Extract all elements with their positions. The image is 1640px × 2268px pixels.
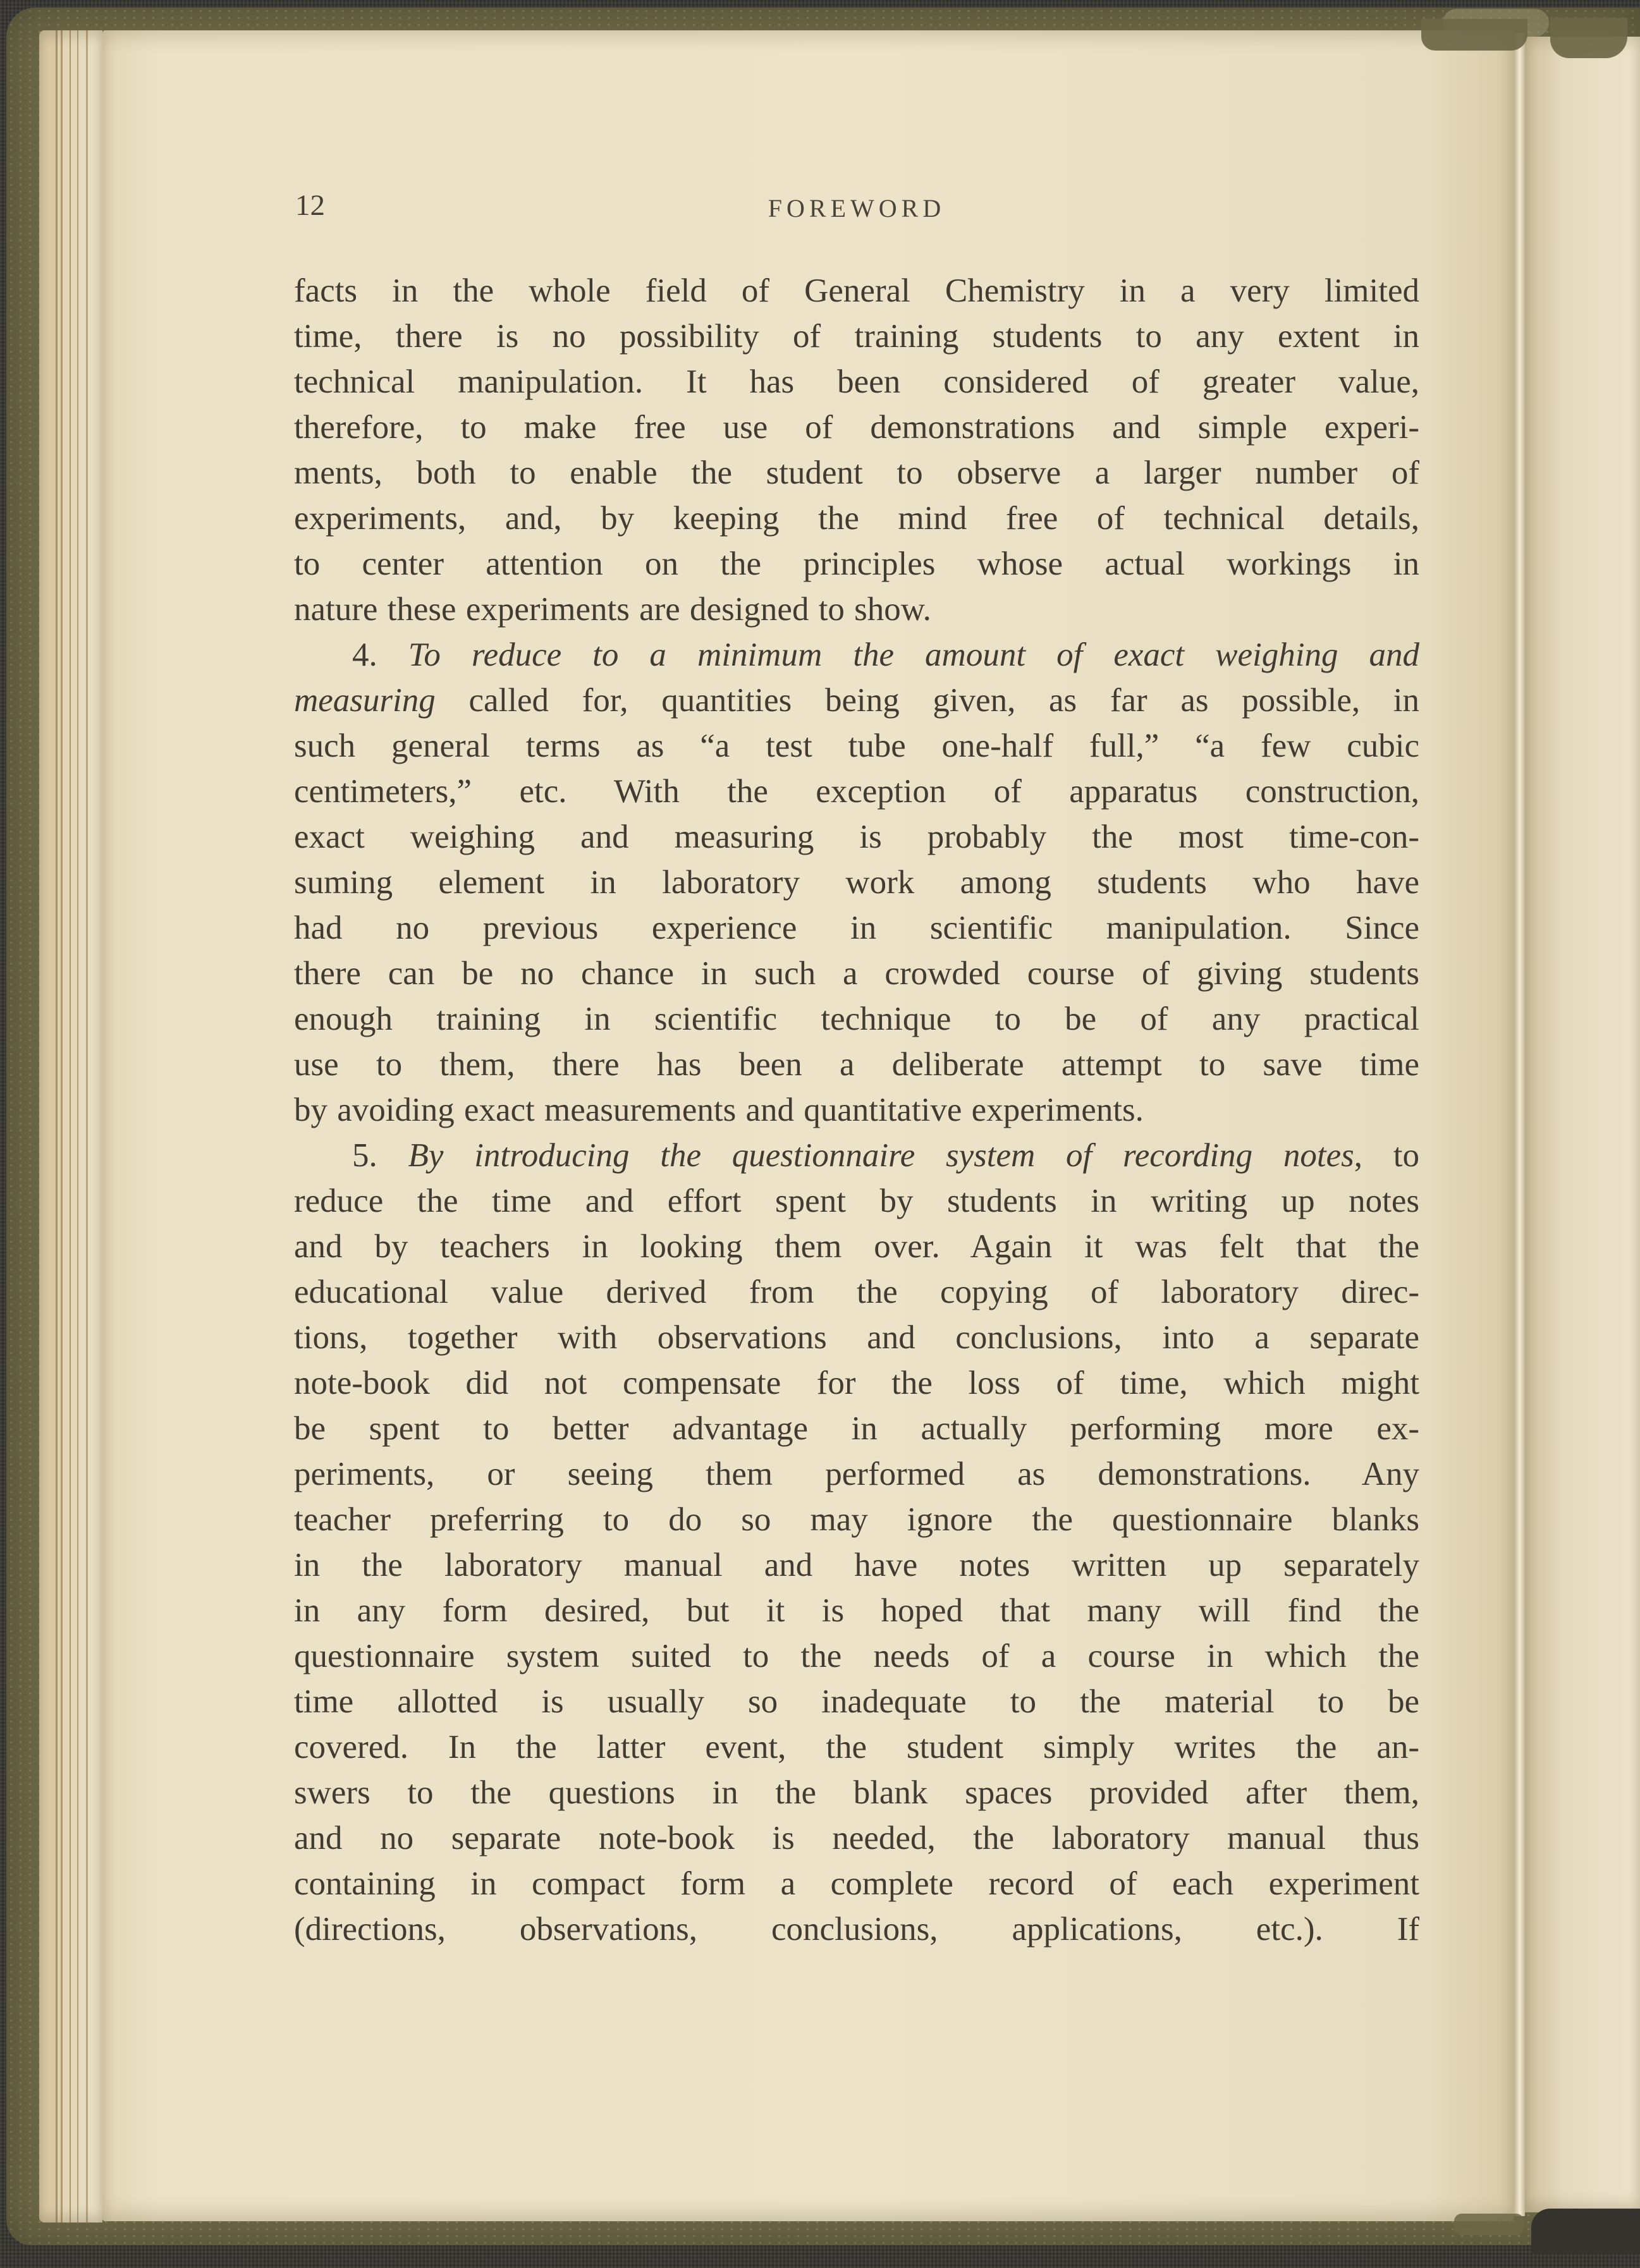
body-text xyxy=(294,268,1419,1952)
text-segment: 5. xyxy=(352,1137,408,1174)
text-segment: and by teachers in looking them over. Again it was felt that the xyxy=(294,1228,1419,1265)
cover-fray-fragment xyxy=(1421,19,1527,51)
text-segment: therefore, to make free use of demonstrations and simple experi- xyxy=(294,409,1419,446)
text-line xyxy=(294,1497,1419,1542)
text-line xyxy=(294,359,1419,405)
text-line xyxy=(294,1906,1419,1952)
text-segment: swers to the questions in the blank spaces provided after them, xyxy=(294,1774,1419,1811)
text-segment: educational value derived from the copying of laboratory direc- xyxy=(294,1274,1419,1310)
page-number: 12 xyxy=(295,189,325,222)
cover-fray-fragment xyxy=(1454,2214,1524,2235)
text-segment: by avoiding exact measurements and quantitative experiments. xyxy=(294,1092,1144,1128)
text-segment: use to them, there has been a deliberate attempt to save time xyxy=(294,1046,1419,1083)
text-segment: , to xyxy=(1354,1137,1419,1174)
text-line xyxy=(294,1815,1419,1861)
text-line xyxy=(294,632,1419,678)
text-segment: such general terms as “a test tube one-half full,” “a few cubic xyxy=(294,728,1419,764)
text-segment: covered. In the latter event, the student simply writes the an- xyxy=(294,1729,1419,1765)
text-segment: time allotted is usually so inadequate to the material to be xyxy=(294,1683,1419,1720)
text-line xyxy=(294,996,1419,1042)
text-segment: in any form desired, but it is hoped that many will find the xyxy=(294,1592,1419,1629)
text-line xyxy=(294,541,1419,587)
text-segment: (directions, observations, conclusions, applications, etc.). If xyxy=(294,1911,1419,1948)
text-segment: teacher preferring to do so may ignore the questionnaire blanks xyxy=(294,1501,1419,1538)
text-line xyxy=(294,1633,1419,1679)
text-segment: there can be no chance in such a crowded course of giving students xyxy=(294,955,1419,992)
text-line xyxy=(294,1451,1419,1497)
text-line xyxy=(294,905,1419,951)
text-line xyxy=(294,1087,1419,1133)
running-header: FOREWORD xyxy=(768,194,946,223)
italic-text: To reduce to a minimum the amount of exact weighing and xyxy=(408,637,1420,673)
text-segment: questionnaire system suited to the needs of a course in which the xyxy=(294,1638,1419,1674)
text-line xyxy=(294,1042,1419,1087)
text-segment: time, there is no possibility of training students to any extent in xyxy=(294,318,1419,355)
text-segment: be spent to better advantage in actually performing more ex- xyxy=(294,1410,1419,1447)
text-line xyxy=(294,1770,1419,1815)
text-line xyxy=(294,496,1419,541)
text-segment: 4. xyxy=(352,637,408,673)
text-line xyxy=(294,951,1419,996)
text-line xyxy=(294,1269,1419,1315)
page-edge-stack xyxy=(39,30,102,2222)
italic-text: measuring xyxy=(294,682,436,719)
text-line xyxy=(294,769,1419,814)
text-segment: centimeters,” etc. With the exception of apparatus construction, xyxy=(294,773,1419,810)
text-segment: had no previous experience in scientific manipulation. Since xyxy=(294,910,1419,946)
text-segment: containing in compact form a complete record of each experiment xyxy=(294,1865,1419,1902)
text-line xyxy=(294,1679,1419,1724)
text-segment: reduce the time and effort spent by students in writing up notes xyxy=(294,1183,1419,1219)
text-line xyxy=(294,678,1419,723)
text-line xyxy=(294,268,1419,314)
text-segment: nature these experiments are designed to show. xyxy=(294,591,931,628)
text-segment: tions, together with observations and conclusions, into a separate xyxy=(294,1319,1419,1356)
text-line xyxy=(294,1861,1419,1906)
text-line xyxy=(294,1542,1419,1588)
fabric-corner xyxy=(1531,2209,1640,2254)
text-segment: in the laboratory manual and have notes written up separately xyxy=(294,1547,1419,1583)
text-segment: suming element in laboratory work among students who have xyxy=(294,864,1419,901)
text-line xyxy=(294,1406,1419,1451)
text-segment: facts in the whole field of General Chemistry in a very limited xyxy=(294,272,1419,309)
text-segment: enough training in scientific technique to be of any practical xyxy=(294,1001,1419,1037)
text-segment: note-book did not compensate for the loss of time, which might xyxy=(294,1365,1419,1401)
facing-page-edge xyxy=(1525,37,1640,2212)
text-segment: exact weighing and measuring is probably the most time-con- xyxy=(294,819,1419,855)
text-line xyxy=(294,405,1419,450)
text-line xyxy=(294,1178,1419,1224)
text-segment: technical manipulation. It has been considered of greater value, xyxy=(294,363,1419,400)
text-line xyxy=(294,1133,1419,1178)
text-line xyxy=(294,1588,1419,1633)
italic-text: By introducing the questionnaire system of recording notes xyxy=(408,1137,1354,1174)
text-segment: and no separate note-book is needed, the laboratory manual thus xyxy=(294,1820,1419,1856)
cover-fray-fragment xyxy=(1550,18,1627,58)
text-segment: periments, or seeing them performed as demonstrations. Any xyxy=(294,1456,1419,1492)
text-line xyxy=(294,1315,1419,1360)
text-line xyxy=(294,587,1419,632)
text-line xyxy=(294,814,1419,860)
page-gutter-fold xyxy=(1514,33,1525,2216)
text-line xyxy=(294,314,1419,359)
text-segment: called for, quantities being given, as far as possible, in xyxy=(435,682,1419,719)
text-segment: experiments, and, by keeping the mind free of technical details, xyxy=(294,500,1419,537)
text-line xyxy=(294,860,1419,905)
text-line xyxy=(294,450,1419,496)
text-segment: ments, both to enable the student to observe a larger number of xyxy=(294,454,1419,491)
text-line xyxy=(294,1360,1419,1406)
text-segment: to center attention on the principles whose actual workings in xyxy=(294,546,1419,582)
text-line xyxy=(294,1724,1419,1770)
text-line xyxy=(294,1224,1419,1269)
text-line xyxy=(294,723,1419,769)
